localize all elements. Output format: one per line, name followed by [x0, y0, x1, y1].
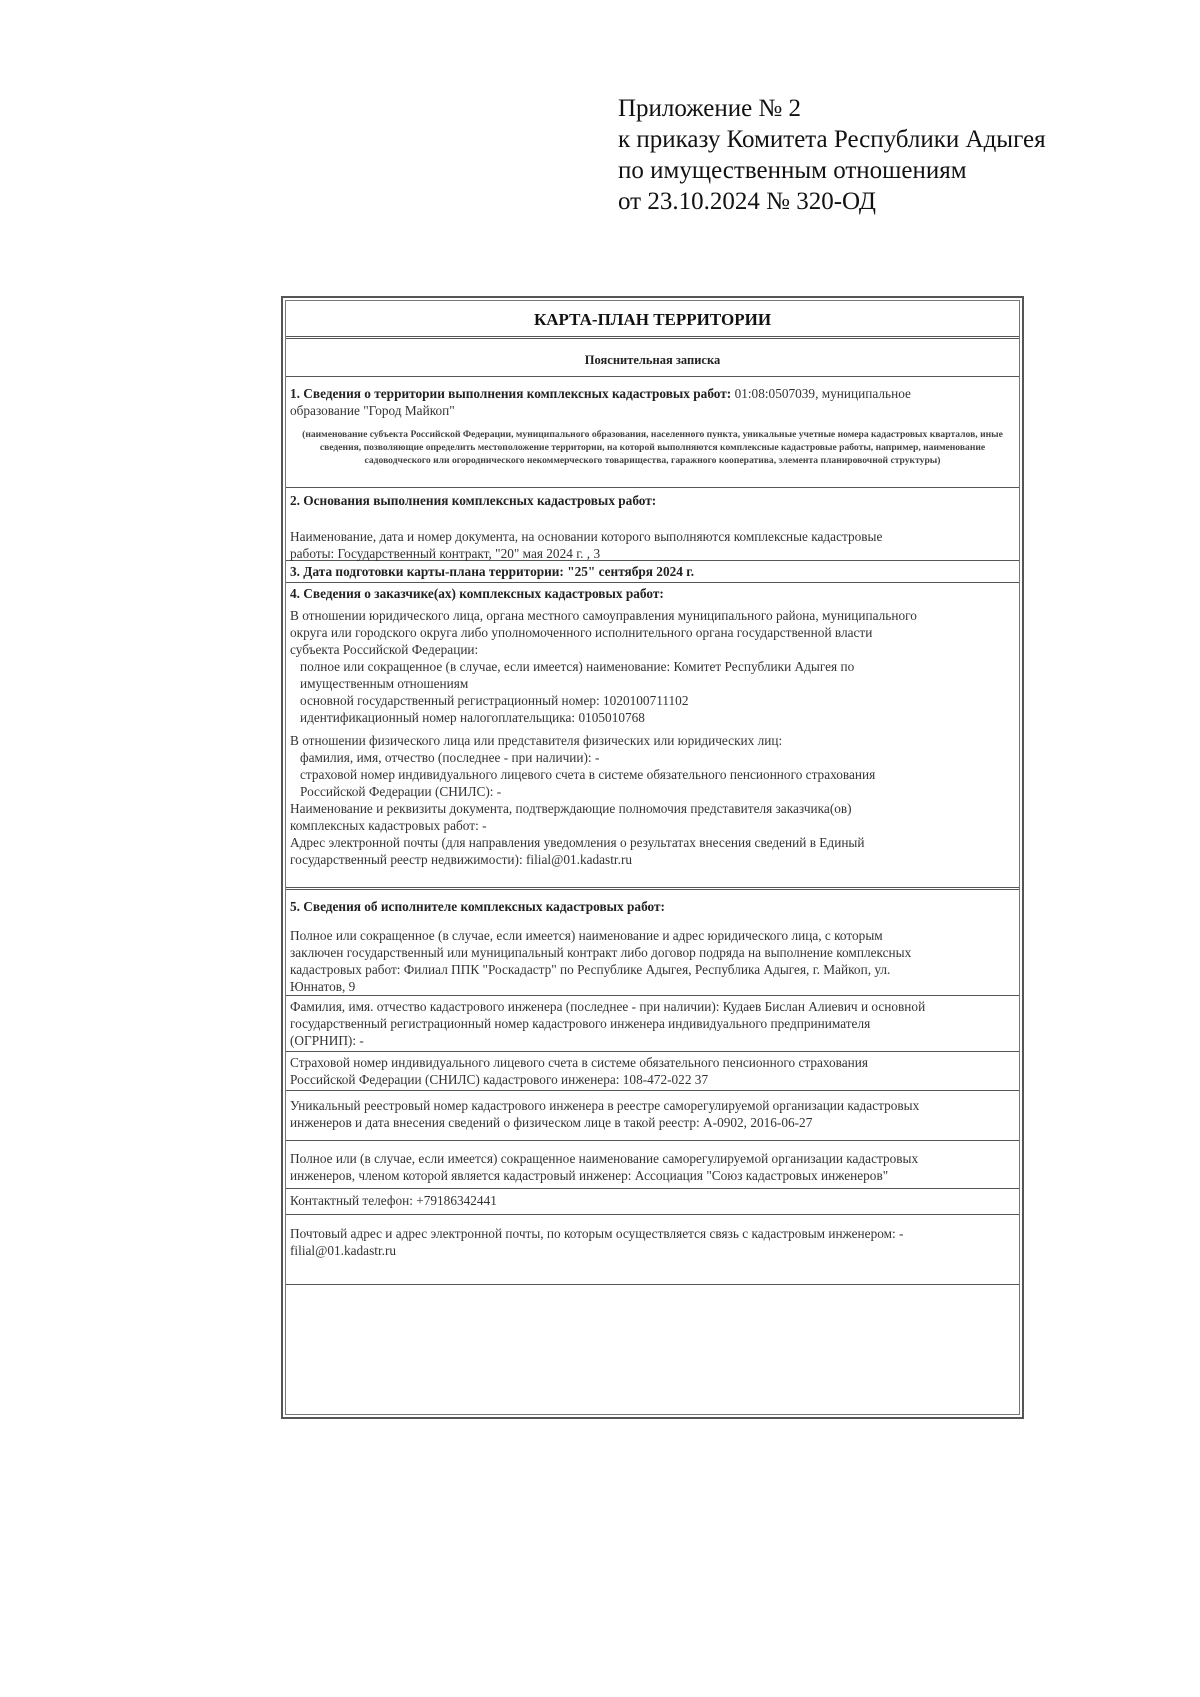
section-4-line: Наименование и реквизиты документа, подтверждающие полномочия представителя заказчика(ов) [290, 801, 852, 816]
section-4-line: Российской Федерации (СНИЛС): - [300, 784, 502, 799]
annex-header [618, 93, 1046, 217]
annex-line: к приказу Комитета Республики Адыгея [618, 126, 1046, 153]
registry-line: Уникальный реестровый номер кадастрового инженера в реестре саморегулируемой организации кадастровых [290, 1098, 920, 1113]
phone-line: Контактный телефон: +79186342441 [290, 1193, 497, 1208]
territory-plan-form [281, 296, 1024, 1419]
section-4-line: страховой номер индивидуального лицевого счета в системе обязательного пенсионного страхования [300, 767, 876, 782]
section-4-line: округа или городского округа либо уполномоченного исполнительного органа государственной власти [290, 625, 873, 640]
section-3-value: "25" сентября 2024 г. [567, 564, 695, 579]
engineer-snils-row [286, 1052, 1019, 1091]
section-4-line: субъекта Российской Федерации: [290, 642, 479, 657]
section-5-heading: 5. Сведения об исполнителе комплексных кадастровых работ: [290, 899, 665, 914]
section-1-note: (наименование субъекта Российской Федерации, муниципального образования, населенного пункта, уникальные учетные номера кадастровых кварталов, иные сведения, позволяющие определить местоположение территории, на которой выполняются комплексные кадастровые работы, например, наименование садоводческого или огороднического некоммерческого товарищества, гаражного кооператива, элемента планировочной структуры) [302, 429, 1003, 466]
form-inner-frame [285, 300, 1020, 1415]
registry-line: инженеров и дата внесения сведений о физическом лице в такой реестр: А-0902, 2016-06-27 [290, 1115, 813, 1130]
section-4-line: комплексных кадастровых работ: - [290, 818, 487, 833]
engineer-address-row [286, 1215, 1019, 1285]
engineer-sro-row [286, 1141, 1019, 1189]
section-4-heading: 4. Сведения о заказчике(ах) комплексных кадастровых работ: [290, 586, 664, 601]
annex-line: по имущественным отношениям [618, 157, 967, 184]
address-line: Почтовый адрес и адрес электронной почты, по которым осуществляется связь с кадастровым инженером: - [290, 1226, 904, 1241]
snils-line: Российской Федерации (СНИЛС) кадастрового инженера: 108-472-022 37 [290, 1072, 709, 1087]
sro-line: инженеров, членом которой является кадастровый инженер: Ассоциация "Союз кадастровых инженеров" [290, 1168, 889, 1183]
section-5-line: заключен государственный или муниципальный контракт либо договор подряда на выполнение комплексных [290, 945, 912, 960]
section-1 [286, 377, 1019, 488]
section-4 [286, 583, 1019, 890]
section-2-heading: 2. Основания выполнения комплексных кадастровых работ: [290, 493, 657, 508]
snils-line: Страховой номер индивидуального лицевого счета в системе обязательного пенсионного страхования [290, 1055, 869, 1070]
engineer-registry-row [286, 1091, 1019, 1141]
section-3 [286, 561, 1019, 583]
section-1-value: 01:08:0507039, муниципальное [734, 386, 911, 401]
section-2 [286, 488, 1019, 561]
form-title: КАРТА-ПЛАН ТЕРРИТОРИИ [286, 301, 1019, 339]
section-4-line: имущественным отношениям [300, 676, 469, 691]
section-4-line: идентификационный номер налогоплательщика: 0105010768 [300, 710, 645, 725]
section-2-line: Наименование, дата и номер документа, на основании которого выполняются комплексные кадастровые [290, 529, 883, 544]
engineer-line: Фамилия, имя. отчество кадастрового инженера (последнее - при наличии): Кудаев Бислан Алиевич и основной [290, 999, 926, 1014]
section-1-value-cont: образование "Город Майкоп" [290, 403, 455, 418]
section-5-line: Полное или сокращенное (в случае, если имеется) наименование и адрес юридического лица, с которым [290, 928, 883, 943]
section-4-line: Адрес электронной почты (для направления уведомления о результатах внесения сведений в Единый [290, 835, 865, 850]
form-subtitle: Пояснительная записка [286, 339, 1019, 377]
section-3-heading: 3. Дата подготовки карты-плана территории: [290, 564, 564, 579]
annex-line: Приложение № 2 [618, 95, 802, 122]
section-4-line: В отношении физического лица или представителя физических или юридических лиц: [290, 733, 783, 748]
engineer-line: (ОГРНИП): - [290, 1033, 364, 1048]
section-1-heading: 1. Сведения о территории выполнения комплексных кадастровых работ: [290, 386, 732, 401]
section-5 [286, 890, 1019, 996]
section-2-line: работы: Государственный контракт, "20" мая 2024 г. , 3 [290, 546, 601, 561]
engineer-line: государственный регистрационный номер кадастрового инженера индивидуального предпринимателя [290, 1016, 871, 1031]
address-line: filial@01.kadastr.ru [290, 1243, 397, 1258]
section-5-line: Юннатов, 9 [290, 979, 356, 994]
section-4-line: В отношении юридического лица, органа местного самоуправления муниципального района, муниципального [290, 608, 917, 623]
section-4-line: основной государственный регистрационный номер: 1020100711102 [300, 693, 689, 708]
section-5-line: кадастровых работ: Филиал ППК "Роскадастр" по Республике Адыгея, Республика Адыгея, г. Майкоп, ул. [290, 962, 891, 977]
section-4-line: фамилия, имя, отчество (последнее - при наличии): - [300, 750, 600, 765]
section-4-line: полное или сокращенное (в случае, если имеется) наименование: Комитет Республики Адыгея по [300, 659, 855, 674]
annex-line: от 23.10.2024 № 320-ОД [618, 188, 876, 215]
sro-line: Полное или (в случае, если имеется) сокращенное наименование саморегулируемой организации кадастровых [290, 1151, 919, 1166]
engineer-name-row [286, 996, 1019, 1052]
section-4-line: государственный реестр недвижимости): filial@01.kadastr.ru [290, 852, 633, 867]
engineer-phone-row [286, 1189, 1019, 1215]
